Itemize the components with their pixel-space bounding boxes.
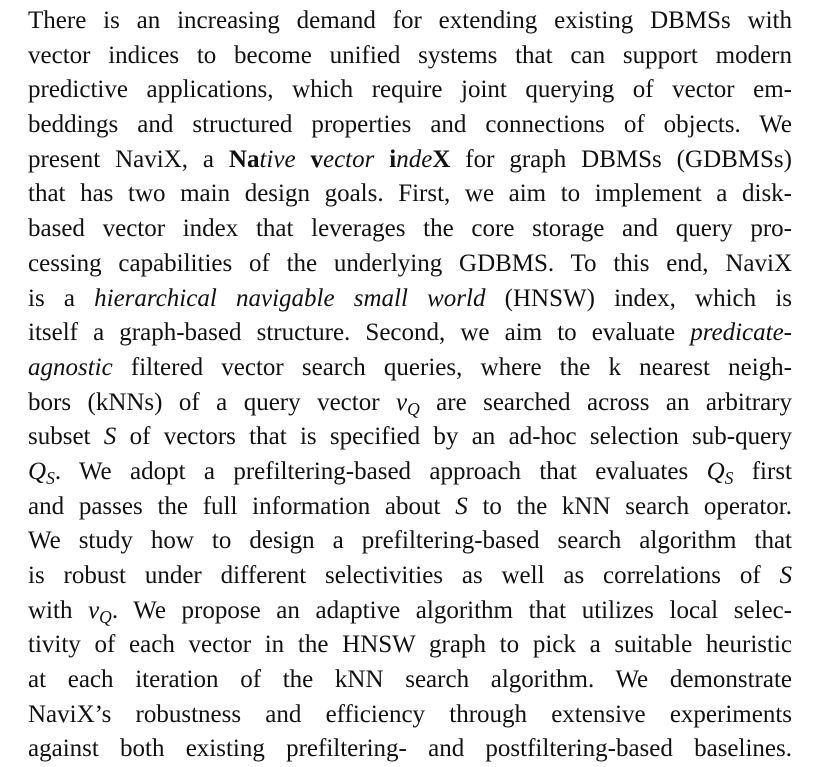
text-segment: is a	[28, 284, 95, 312]
bold-acronym-letter: X	[432, 145, 451, 173]
text-line-5	[28, 143, 792, 178]
text-segment: to the kNN search operator.	[467, 492, 792, 520]
text-line-12	[28, 386, 792, 421]
text-line-20	[28, 663, 792, 698]
math-subscript: Q	[99, 606, 112, 627]
text-line-16	[28, 524, 792, 559]
text-segment: and passes the full information about	[28, 492, 456, 520]
text-segment: itself a graph-based structure. Second, we aim to evaluate	[28, 319, 691, 347]
math-variable: Q	[28, 457, 47, 485]
italic-term: agnostic	[28, 353, 113, 381]
math-variable: S	[455, 492, 468, 520]
text-line-1	[28, 4, 792, 39]
text-line-22	[28, 732, 792, 767]
italic-term: predicate-	[690, 319, 792, 347]
text-segment: beddings and structured properties and connections of objects. We	[28, 111, 792, 139]
text-segment: bors (kNNs) of a query vector	[28, 388, 396, 416]
math-variable: v	[88, 596, 100, 624]
bold-acronym-letter: v	[310, 145, 323, 173]
text-segment: . We adopt a prefiltering-based approach that evaluates	[54, 457, 707, 485]
math-variable: S	[779, 562, 792, 589]
text-segment: with	[28, 596, 89, 624]
text-segment: . We propose an adaptive algorithm that utilizes local selec-	[111, 596, 792, 624]
math-subscript: S	[724, 468, 734, 489]
text-line-14	[28, 455, 792, 490]
math-subscript: S	[46, 468, 55, 489]
text-segment: based vector index that leverages the core storage and query pro-	[28, 215, 792, 243]
text-segment: tivity of each vector in the HNSW graph to pick a suitable heuristic	[28, 631, 792, 659]
text-line-13	[28, 420, 792, 455]
text-segment: for graph DBMSs (GDBMSs)	[450, 145, 792, 173]
abstract-paragraph	[28, 4, 792, 767]
text-line-11	[28, 351, 792, 386]
text-segment: vector indices to become unified systems that can support modern	[28, 41, 792, 69]
text-line-8	[28, 247, 792, 282]
text-line-7	[28, 212, 792, 247]
text-line-21	[28, 698, 792, 733]
text-segment: filtered vector search queries, where the k nearest neigh-	[112, 353, 792, 381]
text-line-17	[28, 559, 792, 594]
text-line-6	[28, 177, 792, 212]
text-line-18	[28, 594, 792, 629]
text-line-2	[28, 39, 792, 74]
text-segment: present NaviX, a	[28, 145, 229, 173]
text-segment: that has two main design goals. First, we aim to implement a disk-	[28, 180, 792, 208]
text-segment: cessing capabilities of the underlying GDBMS. To this end, NaviX	[28, 249, 792, 277]
math-subscript: Q	[407, 398, 420, 419]
text-segment: is robust under different selectivities as well as correlations of	[28, 562, 780, 589]
text-line-19	[28, 628, 792, 663]
italic-word: tive	[259, 145, 311, 173]
text-line-9	[28, 282, 792, 317]
italic-term: hierarchical navigable small world	[94, 284, 486, 312]
text-segment: subset	[28, 423, 104, 451]
italic-word: ector	[322, 145, 390, 173]
text-line-10	[28, 316, 792, 351]
text-segment: There is an increasing demand for extending existing DBMSs with	[28, 7, 792, 34]
text-line-4	[28, 108, 792, 143]
text-segment: are searched across an arbitrary	[419, 388, 792, 416]
text-segment: NaviX’s robustness and efficiency through extensive experiments	[28, 700, 792, 728]
math-variable: v	[395, 388, 408, 416]
text-line-3	[28, 73, 792, 108]
text-segment: first	[733, 457, 792, 485]
text-segment: against both existing prefiltering- and postfiltering-based baselines.	[28, 735, 792, 763]
text-segment: (HNSW) index, which is	[485, 284, 792, 312]
math-variable: Q	[706, 457, 725, 485]
text-segment: of vectors that is specified by an ad-hoc selection sub-query	[116, 423, 793, 451]
math-variable: S	[103, 423, 117, 451]
text-line-15	[28, 490, 792, 525]
text-segment: at each iteration of the kNN search algorithm. We demonstrate	[28, 666, 792, 694]
bold-acronym-letters: Na	[228, 145, 260, 173]
text-segment: We study how to design a prefiltering-based search algorithm that	[28, 527, 792, 555]
italic-word: nde	[396, 145, 433, 173]
text-segment: predictive applications, which require joint querying of vector em-	[28, 76, 792, 104]
bold-acronym-letter: i	[389, 145, 397, 173]
